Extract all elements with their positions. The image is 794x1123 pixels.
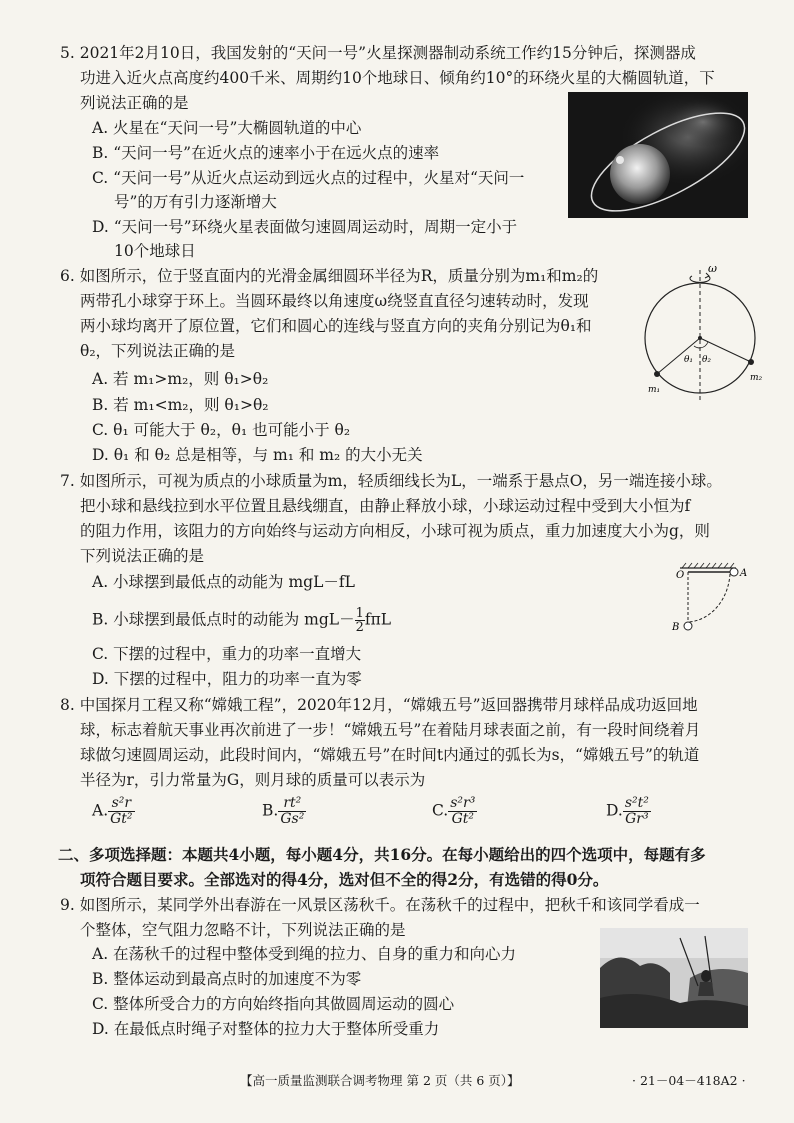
q6-option-c: C. θ₁ 可能大于 θ₂，θ₁ 也可能小于 θ₂ bbox=[92, 421, 351, 439]
q5-option-a: A. 火星在“天问一号”大椭圆轨道的中心 bbox=[92, 119, 362, 137]
pendulum-diagram bbox=[668, 562, 758, 638]
ball-b bbox=[684, 622, 692, 630]
q5-option-c-line2: 号”的万有引力逐渐增大 bbox=[114, 193, 277, 211]
footer-code: · 21－04－418A2 · bbox=[632, 1073, 746, 1088]
q7-option-c: C. 下摆的过程中，重力的功率一直增大 bbox=[92, 645, 362, 663]
q6-option-b: B. 若 m₁<m₂，则 θ₁>θ₂ bbox=[92, 396, 269, 414]
q8-option-d-label: D. bbox=[606, 801, 623, 820]
theta1-label: θ₁ bbox=[684, 355, 694, 365]
q5-option-d-line1: D. “天问一号”环绕火星表面做匀速圆周运动时，周期一定小于 bbox=[92, 218, 518, 236]
omega-label: ω bbox=[708, 262, 717, 275]
m2-label: m₂ bbox=[750, 373, 763, 383]
q7-stem-line1: 7. 如图所示，可视为质点的小球质量为m，轻质细线长为L，一端系于悬点O，另一端连接小球。 bbox=[60, 472, 722, 490]
footer-page-info: 【高一质量监测联合调考物理 第 2 页（共 6 页）】 bbox=[240, 1073, 520, 1088]
q5-option-c-line1: C. “天问一号”从近火点运动到远火点的过程中，火星对“天问一 bbox=[92, 169, 525, 187]
mars-orbit-photo bbox=[568, 92, 748, 218]
section2-heading-line2: 项符合题目要求。全部选对的得4分，选对但不全的得2分，有选错的得0分。 bbox=[80, 870, 609, 889]
q8-stem-line4: 半径为r，引力常量为G，则月球的质量可以表示为 bbox=[80, 771, 426, 789]
q7-option-d: D. 下摆的过程中，阻力的功率一直为零 bbox=[92, 670, 362, 688]
ball-a bbox=[730, 568, 738, 576]
probe bbox=[616, 156, 624, 164]
q5-stem-line1: 5. 2021年2月10日，我国发射的“天问一号”火星探测器制动系统工作约15分钟后，探测器成 bbox=[60, 44, 696, 62]
q9-option-d: D. 在最低点时绳子对整体的拉力大于整体所受重力 bbox=[92, 1020, 440, 1038]
q8-option-a-label: A. bbox=[92, 801, 109, 820]
q5-stem-line3: 列说法正确的是 bbox=[80, 94, 189, 112]
q7-stem-line4: 下列说法正确的是 bbox=[80, 547, 205, 565]
q8-option-c-numerator: s²r³ bbox=[450, 795, 476, 811]
q8-option-a bbox=[92, 796, 135, 827]
q9-stem-line1: 9. 如图所示，某同学外出春游在一风景区荡秋千。在荡秋千的过程中，把秋千和该同学看成一 bbox=[60, 896, 700, 914]
q8-option-b bbox=[262, 796, 306, 827]
q5-option-b: B. “天问一号”在近火点的速率小于在远火点的速率 bbox=[92, 144, 440, 162]
q5-option-d-line2: 10个地球日 bbox=[114, 242, 196, 260]
ball-m1 bbox=[654, 371, 660, 377]
q8-option-b-label: B. bbox=[262, 801, 279, 820]
q6-option-a: A. 若 m₁>m₂，则 θ₁>θ₂ bbox=[92, 370, 269, 388]
q9-option-a: A. 在荡秋千的过程中整体受到绳的拉力、自身的重力和向心力 bbox=[92, 945, 517, 963]
section2-heading-line1: 二、多项选择题：本题共4小题，每小题4分，共16分。在每小题给出的四个选项中，每题有多 bbox=[58, 845, 706, 864]
mars-orbit-graphic bbox=[568, 92, 748, 218]
q8-option-c-label: C. bbox=[432, 801, 449, 820]
q7-fraction-denominator: 2 bbox=[355, 620, 364, 635]
q8-stem-line1: 8. 中国探月工程又称“嫦娥工程”，2020年12月，“嫦娥五号”返回器携带月球样品成功返回地 bbox=[60, 696, 698, 714]
label-b: B bbox=[672, 622, 680, 633]
q8-stem-line2: 球，标志着航天事业再次前进了一步！“嫦娥五号”在着陆月球表面之前，有一段时间绕着月 bbox=[80, 721, 701, 739]
swing-path bbox=[688, 574, 730, 622]
q6-stem-line1: 6. 如图所示，位于竖直面内的光滑金属细圆环半径为R，质量分别为m₁和m₂的 bbox=[60, 267, 599, 285]
ball-m2 bbox=[748, 359, 754, 365]
swing-graphic bbox=[600, 928, 748, 1028]
q8-option-a-denominator: Gt² bbox=[110, 811, 133, 827]
label-a: A bbox=[740, 568, 748, 579]
q7-stem-line2: 把小球和悬线拉到水平位置且悬线绷直，由静止释放小球，小球运动过程中受到大小恒为f bbox=[80, 497, 691, 515]
q8-option-d-numerator: s²t² bbox=[624, 795, 649, 811]
swinger bbox=[701, 970, 711, 982]
q7-option-b-text: B. 小球摆到最低点时的动能为 mgL－ bbox=[92, 610, 355, 629]
q9-stem-line2: 个整体，空气阻力忽略不计，下列说法正确的是 bbox=[80, 921, 406, 939]
q7-option-b-suffix: fπL bbox=[364, 610, 392, 629]
q6-stem-line3: 两小球均离开了原位置，它们和圆心的连线与竖直方向的夹角分别记为θ₁和 bbox=[80, 317, 592, 335]
ring-diagram bbox=[640, 262, 765, 412]
q8-option-d bbox=[606, 796, 651, 827]
q7-option-b-fraction bbox=[355, 607, 365, 634]
q6-option-d: D. θ₁ 和 θ₂ 总是相等，与 m₁ 和 m₂ 的大小无关 bbox=[92, 446, 423, 464]
swing-photo bbox=[600, 928, 748, 1028]
q8-option-c-denominator: Gt² bbox=[451, 811, 474, 827]
q5-stem-line2: 功进入近火点高度约400千米、周期约10个地球日、倾角约10°的环绕火星的大椭圆轨道，下 bbox=[80, 69, 715, 87]
q9-option-b: B. 整体运动到最高点时的加速度不为零 bbox=[92, 970, 362, 988]
q8-option-c bbox=[432, 796, 477, 827]
mars-planet bbox=[610, 144, 670, 204]
q8-option-b-denominator: Gs² bbox=[280, 811, 305, 827]
q8-stem-line3: 球做匀速圆周运动，此段时间内，“嫦娥五号”在时间t内通过的弧长为s，“嫦娥五号”的轨道 bbox=[80, 746, 700, 764]
q8-option-d-denominator: Gr³ bbox=[625, 811, 649, 827]
q7-option-a: A. 小球摆到最低点的动能为 mgL－fL bbox=[92, 573, 355, 591]
q8-option-b-numerator: rt² bbox=[278, 796, 306, 812]
q7-option-b bbox=[92, 607, 391, 634]
q8-option-a-numerator: s²r bbox=[108, 796, 134, 812]
theta2-label: θ₂ bbox=[702, 355, 712, 365]
label-o: O bbox=[676, 570, 685, 581]
q7-fraction-numerator: 1 bbox=[355, 606, 364, 621]
q6-stem-line2: 两带孔小球穿于环上。当圆环最终以角速度ω绕竖直直径匀速转动时，发现 bbox=[80, 292, 589, 310]
q9-option-c: C. 整体所受合力的方向始终指向其做圆周运动的圆心 bbox=[92, 995, 455, 1013]
q6-stem-line4: θ₂，下列说法正确的是 bbox=[80, 342, 236, 360]
q7-stem-line3: 的阻力作用，该阻力的方向始终与运动方向相反，小球可视为质点，重力加速度大小为g，则 bbox=[80, 522, 710, 540]
m1-label: m₁ bbox=[648, 385, 661, 395]
